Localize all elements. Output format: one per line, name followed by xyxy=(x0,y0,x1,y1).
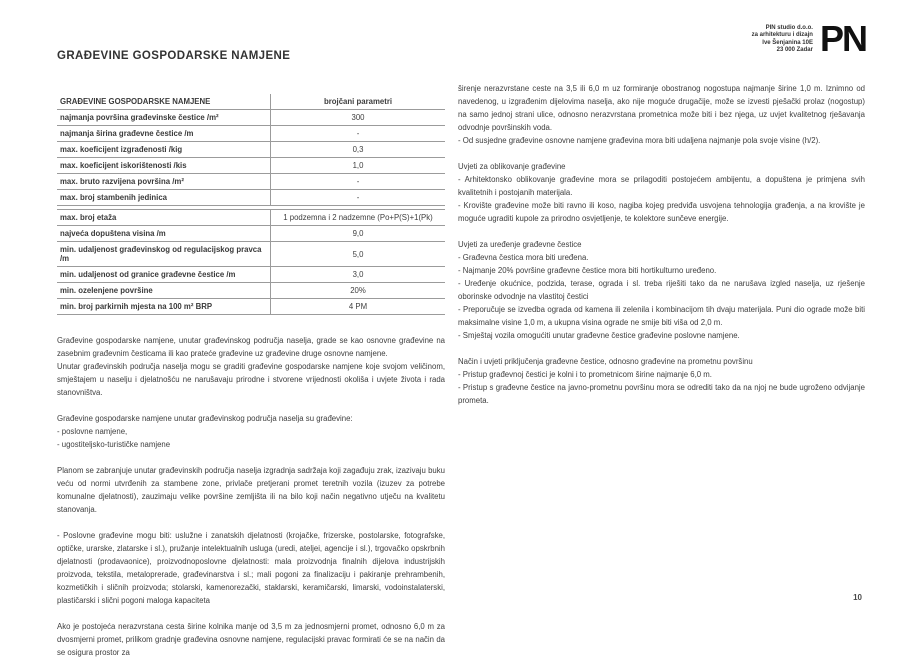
text-line: - Smještaj vozila omogućiti unutar građevne čestice građevine poslovne namjene. xyxy=(458,331,740,340)
table-row xyxy=(57,126,445,142)
table-row xyxy=(57,267,445,283)
table-row xyxy=(57,299,445,315)
table-row-label: max. broj etaža xyxy=(60,213,117,222)
table-row-value: 1 podzemna i 2 nadzemne (Po+P(S)+1(Pk) xyxy=(270,210,445,225)
text-line: - Pristup s građevne čestice na javno-prometnu površinu mora se odrediti tako da na njoj ne bude ugroženo odvijanje prometa. xyxy=(458,383,865,405)
text-line: Građevine gospodarske namjene, unutar građevinskog područja naselja, grade se kao osnovne građevine na zasebnim građevnim česticama ili kao prateće građevine uz građevine druge osnovne namjene. xyxy=(57,336,445,358)
table-header-label: GRAĐEVINE GOSPODARSKE NAMJENE xyxy=(60,97,211,106)
text-block xyxy=(57,620,445,659)
table-row xyxy=(57,158,445,174)
table-row-label: min. udaljenost građevinskog od regulacijskog pravca /m xyxy=(60,245,262,263)
text-line: - Preporučuje se izvedba ograda od kamena ili zelenila i kombinacijom tih dvaju materijala. Puni dio ograde može biti maksimalne visine 1,0 m, a ukupna visina ograde ne smije biti viša od 2,0 m. xyxy=(458,305,865,327)
page-title: GRAĐEVINE GOSPODARSKE NAMJENE xyxy=(57,50,291,62)
text-line: - poslovne namjene, xyxy=(57,427,128,436)
text-block xyxy=(57,412,445,451)
table-row-label: max. broj stambenih jedinica xyxy=(60,193,168,202)
table-body xyxy=(57,110,445,315)
table-row-label: max. koeficijent iskorištenosti /kis xyxy=(60,161,187,170)
text-line: - Najmanje 20% površine građevne čestice mora biti hortikulturno uređeno. xyxy=(458,266,717,275)
text-line: Planom se zabranjuje unutar građevinskih područja naselja izgradnja sadržaja koji zagađuju zrak, izazivaju buku veću od normi utvrđenih za stambene zone, privlače pretjerani promet teretnih vozila (izuzev za potrebe komunalne djelatnosti), zauzimaju velike površine zemljišta ili na bilo koji način negativno utječu na kvalitetu stanovanja. xyxy=(57,466,445,514)
text-block xyxy=(458,82,865,147)
text-block xyxy=(57,464,445,516)
left-column-text xyxy=(57,334,445,659)
company-address-line: PIN studio d.o.o. xyxy=(765,25,813,31)
table-row-label: najmanja površina građevinske čestice /m² xyxy=(60,113,219,122)
table-row xyxy=(57,190,445,206)
text-line: širenje nerazvrstane ceste na 3,5 ili 6,0 m uz formiranje obostranog nogostupa najmanje širine 1,0 m. Iznimno od navedenog, u izgrađenim dijelovima naselja, ako nije moguće drugačije, može se izvesti pješački prolaz (nogostup) na samo jednoj strani ulice, odnosno nerazvrstana prometnica može biti i bez njega, uz uvjet kvalitetnog rješavanja odvodnje površinskih voda. xyxy=(458,84,865,132)
table-row xyxy=(57,209,445,226)
text-line: - Od susjedne građevine osnovne namjene građevina mora biti udaljena najmanje pola svoje visine (h/2). xyxy=(458,136,821,145)
table-row-value: - xyxy=(270,126,445,141)
table-header-row xyxy=(57,94,445,110)
table-row xyxy=(57,226,445,242)
right-column xyxy=(458,82,865,672)
text-block xyxy=(458,355,865,407)
table-row-value: 5,0 xyxy=(270,242,445,266)
text-line: - Poslovne građevine mogu biti: uslužne i zanatskih djelatnosti (krojačke, frizerske, postolarske, fotografske, optičke, urarske, zlatarske i sl.), pružanje intelektualnih usluga (uredi, ateljei, agencije i sl.), trgovačko opskrbnih djelatnosti (prodavaonice), proizvodnoposlovne djelatnosti: mala proizvodnja finalnih dijelova industrijskih proizvoda, tekstila, metaloprerade, građevinarstva i sl.; mali pogoni za finalizaciju i pakiranje prehrambenih, kozmetičkih i sličnih proizvoda; stolarski, kamenorezački, staklarski, keramičarski, limarski, vodoinstalaterski, plastičarski i slični pogoni maloga kapaciteta xyxy=(57,531,445,605)
table-row xyxy=(57,174,445,190)
company-address-line: za arhitekturu i dizajn xyxy=(751,32,813,39)
table-row-value: 0,3 xyxy=(270,142,445,157)
table-row xyxy=(57,110,445,126)
text-line: Uvjeti za oblikovanje građevine xyxy=(458,162,566,171)
table-row-label: min. udaljenost od granice građevne čestice /m xyxy=(60,270,236,279)
text-line: - Krovište građevine može biti ravno ili koso, nagiba kojeg predviđa usvojena tehnologija građenja, a na krovište je moguće ugraditi kupole za prirodno osvjetljenje, te kolektore sunčeve energije. xyxy=(458,201,865,223)
content-columns xyxy=(57,82,865,672)
text-block xyxy=(458,160,865,225)
text-block xyxy=(57,334,445,399)
pn-logo-icon: PN xyxy=(819,18,866,59)
table-row-label: najmanja širina građevne čestice /m xyxy=(60,129,194,138)
text-line: - Građevna čestica mora biti uređena. xyxy=(458,253,589,262)
table-row-label: min. ozelenjene površine xyxy=(60,286,153,295)
text-line: - Pristup građevnoj čestici je kolni i to prometnicom širine najmanje 6,0 m. xyxy=(458,370,712,379)
text-line: - Uređenje okućnice, podzida, terase, ograda i sl. treba riješiti tako da ne narušava izgled naselja, uz rješenje oborinske odvodnje na vlastitoj čestici xyxy=(458,279,865,301)
right-column-text xyxy=(458,82,865,407)
text-line: - Arhitektonsko oblikovanje građevine mora se prilagoditi postojećem ambijentu, a dopuštena je primjena svih kvalitetnih i postojanih materijala. xyxy=(458,175,865,197)
table-row-label: najveća dopuštena visina /m xyxy=(60,229,166,238)
table-row-value: 1,0 xyxy=(270,158,445,173)
text-line: Način i uvjeti priključenja građevne čestice, odnosno građevine na prometnu površinu xyxy=(458,357,753,366)
table-row-label: max. koeficijent izgrađenosti /kig xyxy=(60,145,183,154)
company-address-line: Ive Šenjanina 10E xyxy=(762,39,813,46)
table-row-label: min. broj parkirnih mjesta na 100 m² BRP xyxy=(60,302,213,311)
text-block xyxy=(57,529,445,607)
table-row-value: 4 PM xyxy=(270,299,445,314)
table-row xyxy=(57,242,445,267)
table-row xyxy=(57,283,445,299)
table-row-label: max. bruto razvijena površina /m² xyxy=(60,177,184,186)
table-row xyxy=(57,142,445,158)
text-block xyxy=(458,238,865,342)
text-line: Uvjeti za uređenje građevne čestice xyxy=(458,240,582,249)
text-line: Unutar građevinskih područja naselja mogu se graditi građevine gospodarske namjene koje svojom veličinom, smještajem u naselju i djelatnošću ne narušavaju prirodne i stvorene vrijednosti okoliša i uvjete života i rada stanovništva. xyxy=(57,362,445,397)
page-number: 10 xyxy=(853,593,862,602)
table-header-value: brojčani parametri xyxy=(270,94,445,109)
table-row-value: - xyxy=(270,190,445,205)
table-row-value: 300 xyxy=(270,110,445,125)
text-line: Građevine gospodarske namjene unutar građevinskog područja naselja su građevine: xyxy=(57,414,353,423)
parameters-table xyxy=(57,94,445,315)
table-row-value: - xyxy=(270,174,445,189)
company-address-line: 23 000 Zadar xyxy=(776,47,813,54)
text-line: - ugostiteljsko-turističke namjene xyxy=(57,440,171,449)
text-line: Ako je postojeća nerazvrstana cesta širine kolnika manje od 3,5 m za jednosmjerni promet, odnosno 6,0 m za dvosmjerni promet, prilikom gradnje građevina osnovne namjene, regulacijski pravac formirati će se na način da se osigura prostor za xyxy=(57,622,445,657)
left-column xyxy=(57,82,445,672)
table-row-value: 20% xyxy=(270,283,445,298)
company-address xyxy=(752,20,813,55)
company-logo xyxy=(752,20,866,58)
table-row-value: 3,0 xyxy=(270,267,445,282)
table-row-value: 9,0 xyxy=(270,226,445,241)
